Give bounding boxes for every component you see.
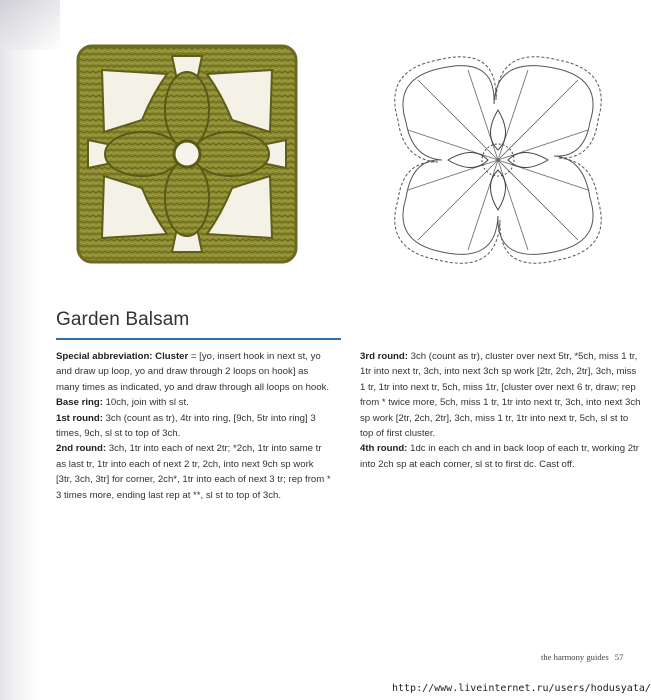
round-4-text: 1dc in each ch and in back loop of each tr, working 2tr into 2ch sp at each corner, sl st to first dc. Cast off. <box>360 443 639 470</box>
round-3-label: 3rd round: <box>360 351 408 362</box>
round-3 <box>360 349 642 441</box>
instructions-right-column <box>360 349 642 472</box>
round-4-label: 4th round: <box>360 443 408 455</box>
book-title: the harmony guides <box>541 652 609 662</box>
special-label: Special abbreviation: Cluster <box>56 351 189 362</box>
round-1-text: 3ch (count as tr), 4tr into ring, [9ch, 5tr into ring] 3 times, 9ch, sl st to top of 3ch. <box>56 412 316 440</box>
base-ring <box>56 395 332 410</box>
page-number: 57 <box>614 652 624 662</box>
crochet-chart-diagram <box>378 40 618 280</box>
title-underline <box>56 338 341 340</box>
special-abbreviation <box>56 349 332 395</box>
round-4 <box>360 441 642 472</box>
page-footer <box>541 652 623 662</box>
round-1 <box>56 411 332 442</box>
watermark-url[interactable]: http://www.liveinternet.ru/users/hodusyata/ <box>392 683 651 694</box>
round-2 <box>56 441 332 503</box>
base-text: 10ch, join with sl st. <box>102 397 189 409</box>
swatch-photo <box>72 40 302 268</box>
round-1-label: 1st round: <box>56 412 103 424</box>
page-corner-shadow <box>0 0 60 50</box>
instructions-left-column <box>56 349 332 503</box>
round-2-text: 3ch, 1tr into each of next 2tr; *2ch, 1tr into same tr as last tr, 1tr into each of next 2 tr, 2ch, into next 9ch sp work [3tr, 3ch, 3tr] for corner, 2ch*, 1tr into each of next 3 tr; rep from * 3 times more, ending last rep at **, sl st to top of 3ch. <box>56 443 331 501</box>
base-label: Base ring: <box>56 397 103 409</box>
round-3-text: 3ch (count as tr), cluster over next 5tr, *5ch, miss 1 tr, 1tr into next tr, 3ch, into next 3ch sp work [2tr, 2ch, 2tr], 3ch, miss 1 tr, 1tr into next tr, 5ch, miss 1tr, [cluster over next 6 tr, draw; rep from * twice more, 5ch, miss 1 tr, 1tr into next tr, 3ch, into next 3ch sp work [2tr, 2ch, 2tr], 3ch, miss 1 tr, 1tr into next tr, 5ch, sl st to top of first cluster. <box>360 351 641 440</box>
page-gutter-shadow <box>0 0 40 700</box>
pattern-title: Garden Balsam <box>56 309 190 330</box>
special-text: = [yo, insert hook in next st, yo and draw up loop, yo and draw through 2 loops on hook] as many times as indicated, yo and draw through all loops on hook. <box>56 351 330 393</box>
round-2-label: 2nd round: <box>56 443 107 455</box>
